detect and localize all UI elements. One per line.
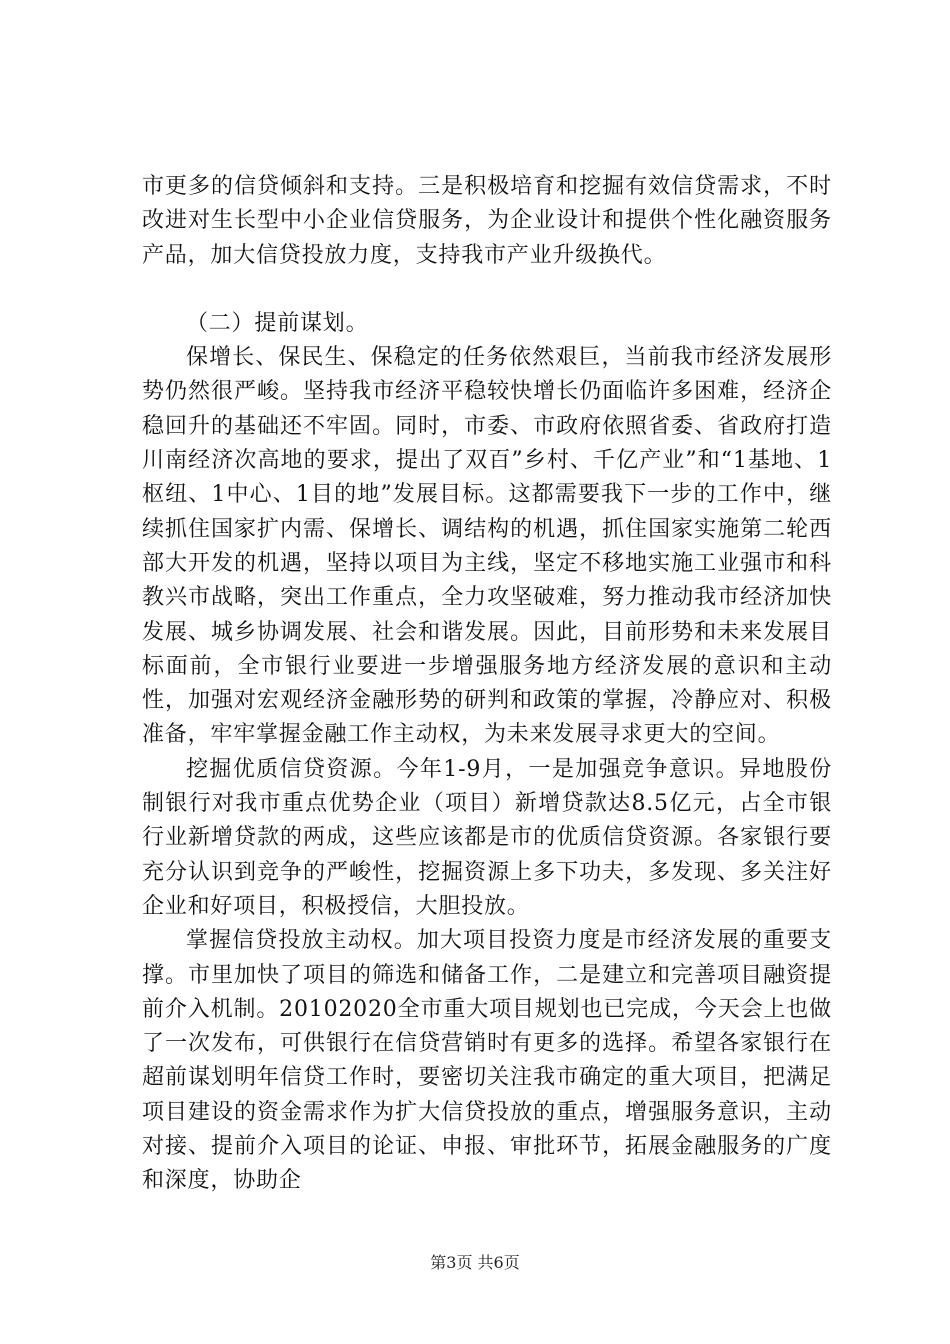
paragraph-credit-initiative: 掌握信贷投放主动权。加大项目投资力度是市经济发展的重要支撑。市里加快了项目的筛选和储备工作，二是建立和完善项目融资提前介入机制。20102020全市重大项目规划也已完成，今天会上也做了一次发布，可供银行在信贷营销时有更多的选择。希望各家银行在超前谋划明年信贷工作时，要密切关注我市确定的重大项目，把满足项目建设的资金需求作为扩大信贷投放的重点，增强服务意识，主动对接、提前介入项目的论证、申报、审批环节，拓展金融服务的广度和深度，协助企 (142, 928, 832, 1194)
page-number-footer: 第3页 共6页 (430, 1253, 520, 1272)
paragraph-situation: 保增长、保民生、保稳定的任务依然艰巨，当前我市经济发展形势仍然很严峻。坚持我市经济平稳较快增长仍面临许多困难，经济企稳回升的基础还不牢固。同时，市委、市政府依照省委、省政府打造川南经济次高地的要求，提出了双百”乡村、千亿产业”和“1基地、1枢纽、1中心、1目的地”发展目标。这都需要我下一步的工作中，继续抓住国家扩内需、保增长、调结构的机遇，抓住国家实施第二轮西部大开发的机遇，坚持以项目为主线，坚定不移地实施工业强市和科教兴市战略，突出工作重点，全力攻坚破难，努力推动我市经济加快发展、城乡协调发展、社会和谐发展。因此，目前形势和未来发展目标面前，全市银行业要进一步增强服务地方经济发展的意识和主动性，加强对宏观经济金融形势的研判和政策的掌握，冷静应对、积极准备，牢牢掌握金融工作主动权，为未来发展寻求更大的空间。 (142, 345, 832, 748)
document-body (142, 170, 832, 1199)
paragraph-credit-resources: 挖掘优质信贷资源。今年1-9月，一是加强竞争意识。异地股份制银行对我市重点优势企业（项目）新增贷款达8.5亿元，占全市银行业新增贷款的两成，这些应该都是市的优质信贷资源。各家银行要充分认识到竞争的严峻性，挖掘资源上多下功夫，多发现、多关注好企业和好项目，积极授信，大胆投放。 (142, 756, 832, 919)
section-heading: （二）提前谋划。 (186, 310, 369, 336)
paragraph-continuation: 市更多的信贷倾斜和支持。三是积极培育和挖掘有效信贷需求，不时改进对生长型中小企业信贷服务，为企业设计和提供个性化融资服务产品，加大信贷投放力度，支持我市产业升级换代。 (142, 174, 832, 268)
